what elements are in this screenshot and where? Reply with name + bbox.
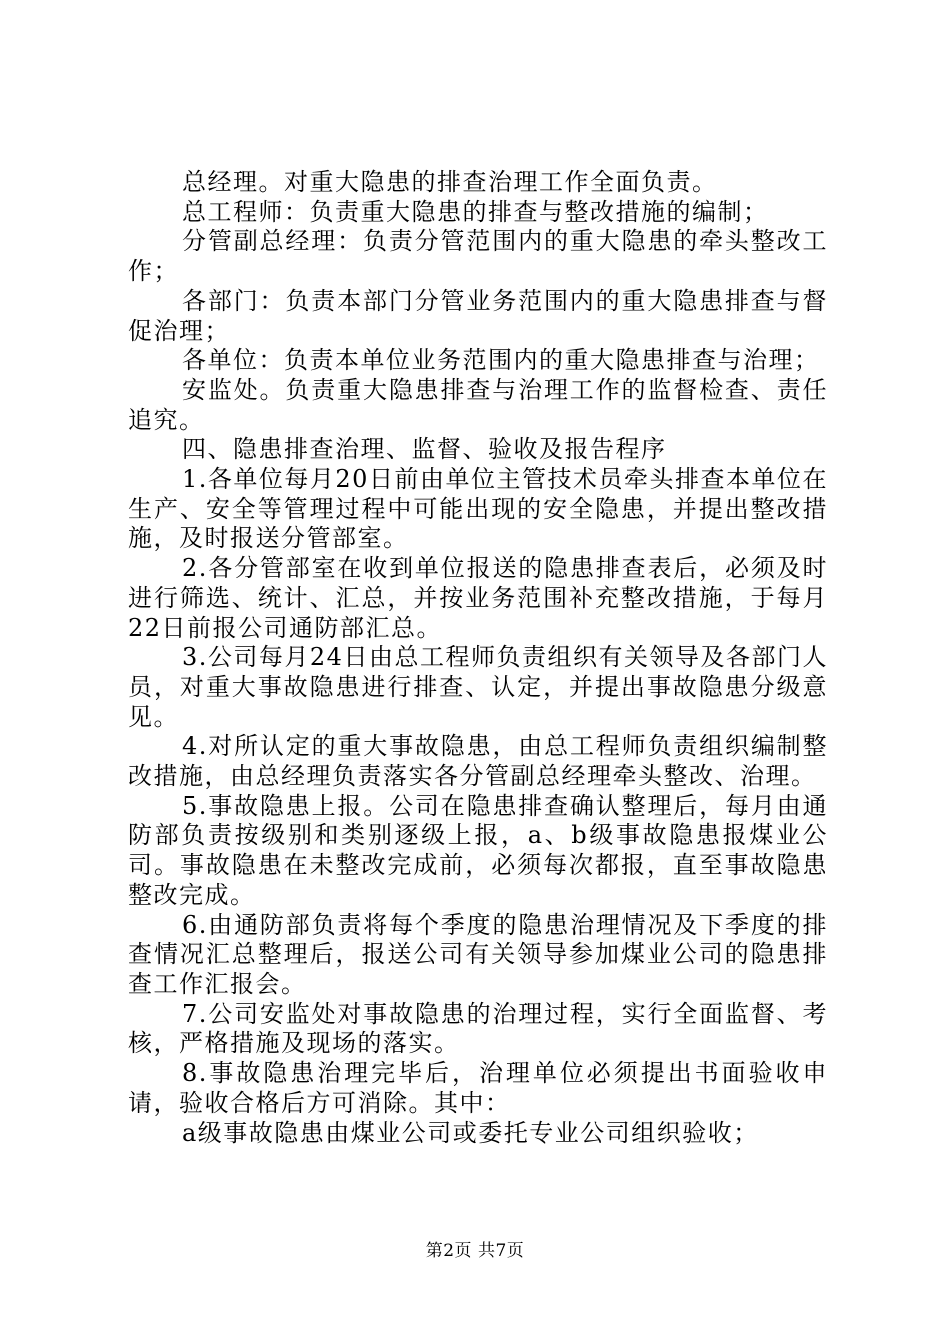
paragraph-step-1: 1.各单位每月20日前由单位主管技术员牵头排查本单位在生产、安全等管理过程中可能出现的安全隐患，并提出整改措施，及时报送分管部室。 [128,465,828,553]
paragraph-deputy-manager: 分管副总经理：负责分管范围内的重大隐患的牵头整改工作； [128,227,828,286]
paragraph-units: 各单位：负责本单位业务范围内的重大隐患排查与治理； [182,346,820,375]
paragraph-step-4: 4.对所认定的重大事故隐患，由总工程师负责组织编制整改措施，由总经理负责落实各分管副总经理牵头整改、治理。 [128,732,828,791]
paragraph-step-6: 6.由通防部负责将每个季度的隐患治理情况及下季度的排查情况汇总整理后，报送公司有关领导参加煤业公司的隐患排查工作汇报会。 [128,910,828,998]
paragraph-departments: 各部门：负责本部门分管业务范围内的重大隐患排查与督促治理； [128,286,828,345]
paragraph-step-5: 5.事故隐患上报。公司在隐患排查确认整理后，每月由通防部负责按级别和类别逐级上报，a、b级事故隐患报煤业公司。事故隐患在未整改完成前，必须每次都报，直至事故隐患整改完成。 [128,791,828,909]
paragraph-general-manager: 总经理。对重大隐患的排查治理工作全面负责。 [182,168,718,196]
paragraph-level-a: a级事故隐患由煤业公司或委托专业公司组织验收； [182,1118,759,1147]
paragraph-step-7: 7.公司安监处对事故隐患的治理过程，实行全面监督、考核，严格措施及现场的落实。 [128,999,828,1058]
document-body [128,168,828,1148]
paragraph-step-2: 2.各分管部室在收到单位报送的隐患排查表后，必须及时进行筛选、统计、汇总，并按业务范围补充整改措施，于每月22日前报公司通防部汇总。 [128,554,828,642]
paragraph-safety-office: 安监处。负责重大隐患排查与治理工作的监督检查、责任追究。 [128,375,828,434]
paragraph-step-3: 3.公司每月24日由总工程师负责组织有关领导及各部门人员，对重大事故隐患进行排查、认定，并提出事故隐患分级意见。 [128,643,828,731]
paragraph-step-8: 8.事故隐患治理完毕后，治理单位必须提出书面验收申请，验收合格后方可消除。其中： [128,1059,828,1117]
page-number-footer: 第2页 共7页 [425,1241,525,1261]
section-heading-procedure: 四、隐患排查治理、监督、验收及报告程序 [182,435,667,464]
paragraph-chief-engineer: 总工程师：负责重大隐患的排查与整改措施的编制； [182,197,769,226]
